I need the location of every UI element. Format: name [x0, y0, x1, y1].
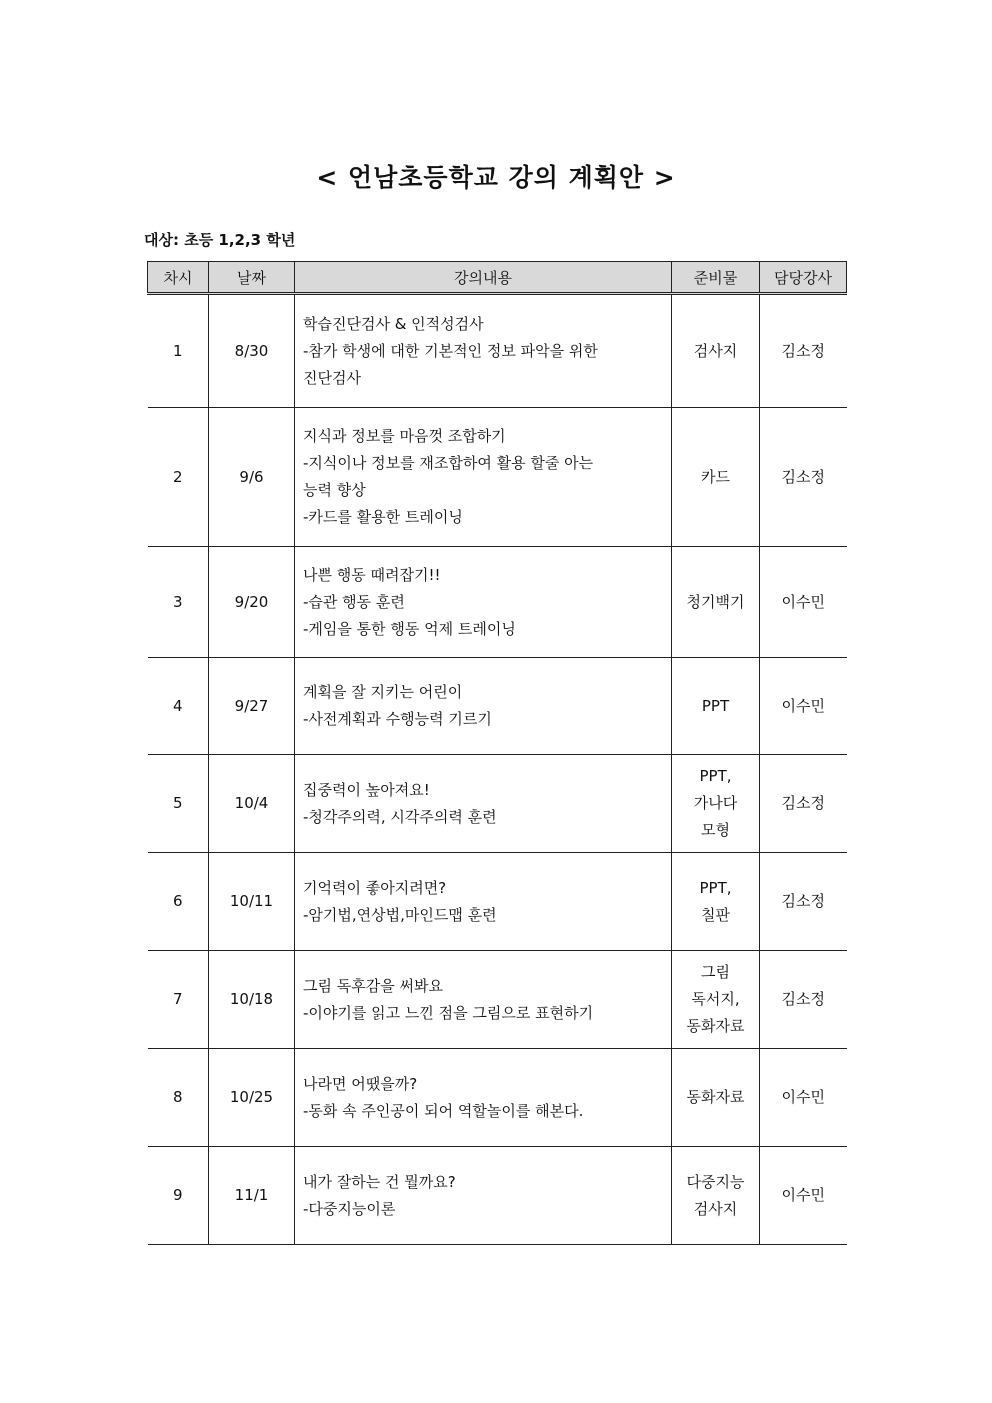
- materials-cell: [672, 755, 760, 853]
- materials-cell: [672, 1147, 760, 1245]
- content-line: -사전계획과 수행능력 기르기: [303, 710, 492, 728]
- content-line: -다중지능이론: [303, 1199, 396, 1218]
- table-row: [148, 658, 847, 755]
- content-line: 계획을 잘 지키는 어린이: [303, 683, 463, 701]
- date-cell: 9/27: [209, 658, 295, 755]
- materials-line: 카드: [701, 467, 730, 486]
- content-line: -습관 행동 훈련: [303, 592, 405, 611]
- instructor-cell: 김소정: [760, 755, 847, 853]
- header-instructor: 담당강사: [760, 262, 847, 294]
- content-line: -게임을 통한 행동 억제 트레이닝: [303, 619, 516, 638]
- materials-cell: [672, 951, 760, 1049]
- content-line: -카드를 활용한 트레이닝: [303, 508, 463, 526]
- materials-cell: [672, 408, 760, 547]
- instructor-cell: 김소정: [760, 294, 847, 408]
- content-line: -동화 속 주인공이 되어 역할놀이를 해본다.: [303, 1101, 584, 1120]
- content-cell: [295, 1049, 672, 1147]
- session-cell: 9: [148, 1147, 209, 1245]
- header-content: 강의내용: [295, 262, 672, 294]
- table-row: [148, 547, 847, 658]
- materials-line: 검사지: [693, 1199, 738, 1218]
- instructor-cell: 이수민: [760, 547, 847, 658]
- content-line: 기억력이 좋아지려면?: [303, 878, 447, 897]
- table-row: [148, 1147, 847, 1245]
- date-cell: 10/11: [209, 853, 295, 951]
- content-line: 나라면 어땠을까?: [303, 1074, 418, 1093]
- content-line: 학습진단검사 & 인적성검사: [303, 314, 484, 333]
- materials-cell: [672, 294, 760, 408]
- lecture-plan-table: [147, 261, 847, 1245]
- instructor-cell: 김소정: [760, 408, 847, 547]
- content-cell: [295, 951, 672, 1049]
- table-row: [148, 853, 847, 951]
- table-row: [148, 1049, 847, 1147]
- materials-line: PPT,: [699, 767, 732, 785]
- materials-line: 칠판: [701, 905, 730, 924]
- page-title: < 언남초등학교 강의 계획안 >: [316, 163, 676, 192]
- materials-line: 청기백기: [686, 592, 745, 611]
- session-cell: 8: [148, 1049, 209, 1147]
- date-cell: 11/1: [209, 1147, 295, 1245]
- session-cell: 5: [148, 755, 209, 853]
- session-cell: 6: [148, 853, 209, 951]
- content-cell: [295, 658, 672, 755]
- content-line: -이야기를 읽고 느낀 점을 그림으로 표현하기: [303, 1003, 594, 1022]
- instructor-cell: 이수민: [760, 658, 847, 755]
- materials-line: 다중지능: [686, 1172, 745, 1191]
- content-line: 나쁜 행동 때려잡기!!: [303, 565, 441, 584]
- materials-line: 동화자료: [686, 1088, 745, 1106]
- materials-cell: [672, 1049, 760, 1147]
- table-row: [148, 951, 847, 1049]
- content-line: 능력 향상: [303, 481, 366, 499]
- content-line: 집중력이 높아져요!: [303, 780, 430, 799]
- date-cell: 10/25: [209, 1049, 295, 1147]
- content-cell: [295, 294, 672, 408]
- content-cell: [295, 547, 672, 658]
- materials-line: PPT,: [699, 878, 732, 897]
- materials-line: 모형: [701, 821, 730, 839]
- target-audience: 대상: 초등 1,2,3 학년: [144, 231, 296, 249]
- instructor-cell: 이수민: [760, 1049, 847, 1147]
- session-cell: 3: [148, 547, 209, 658]
- content-line: -참가 학생에 대한 기본적인 정보 파악을 위한: [303, 341, 598, 360]
- content-line: -지식이나 정보를 재조합하여 활용 할줄 아는: [303, 454, 594, 472]
- materials-cell: [672, 547, 760, 658]
- content-line: 그림 독후감을 써봐요: [303, 976, 443, 995]
- date-cell: 9/20: [209, 547, 295, 658]
- materials-cell: [672, 658, 760, 755]
- header-materials: 준비물: [672, 262, 760, 294]
- content-line: -청각주의력, 시각주의력 훈련: [303, 807, 497, 826]
- materials-line: 동화자료: [686, 1017, 745, 1035]
- materials-line: 그림: [701, 963, 730, 981]
- content-cell: [295, 755, 672, 853]
- session-cell: 2: [148, 408, 209, 547]
- table-row: [148, 294, 847, 408]
- content-line: -암기법,연상법,마인드맵 훈련: [303, 905, 497, 924]
- materials-line: 가나다: [693, 794, 738, 812]
- date-cell: 8/30: [209, 294, 295, 408]
- header-session: 차시: [148, 262, 209, 294]
- table-row: [148, 755, 847, 853]
- content-line: 지식과 정보를 마음껏 조합하기: [303, 427, 506, 445]
- table-header-row: [148, 262, 847, 294]
- materials-line: 독서지,: [691, 990, 740, 1008]
- instructor-cell: 김소정: [760, 853, 847, 951]
- date-cell: 9/6: [209, 408, 295, 547]
- content-line: 진단검사: [303, 368, 361, 387]
- session-cell: 1: [148, 294, 209, 408]
- table-row: [148, 408, 847, 547]
- date-cell: 10/18: [209, 951, 295, 1049]
- materials-line: PPT: [701, 696, 730, 715]
- session-cell: 7: [148, 951, 209, 1049]
- header-date: 날짜: [209, 262, 295, 294]
- instructor-cell: 김소정: [760, 951, 847, 1049]
- content-cell: [295, 1147, 672, 1245]
- content-cell: [295, 853, 672, 951]
- content-line: 내가 잘하는 건 뭘까요?: [303, 1172, 456, 1191]
- date-cell: 10/4: [209, 755, 295, 853]
- session-cell: 4: [148, 658, 209, 755]
- instructor-cell: 이수민: [760, 1147, 847, 1245]
- content-cell: [295, 408, 672, 547]
- materials-cell: [672, 853, 760, 951]
- materials-line: 검사지: [693, 341, 738, 360]
